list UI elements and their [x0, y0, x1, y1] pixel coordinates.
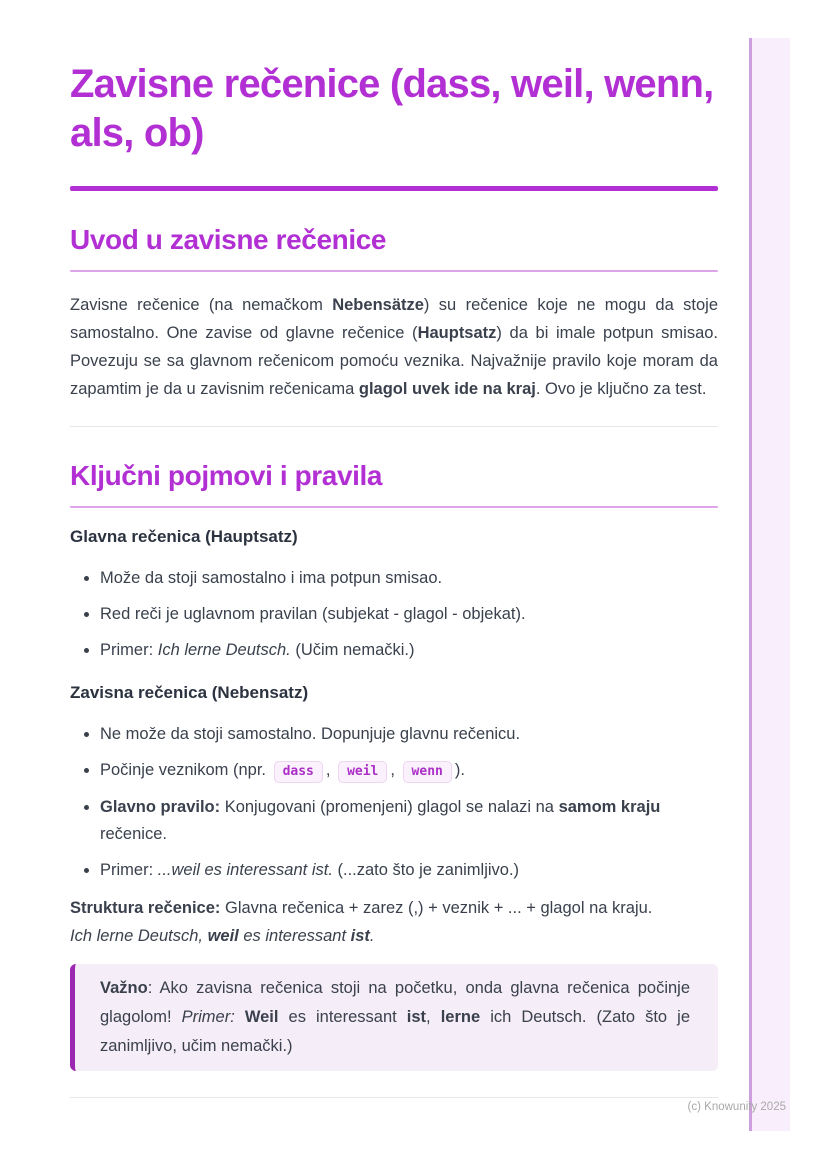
section-underline: [70, 270, 718, 272]
copyright-watermark: (c) Knowunity 2025: [687, 1101, 786, 1113]
section-heading-kljucni-pojmovi: Ključni pojmovi i pravila: [70, 459, 383, 491]
intro-paragraph: Zavisne rečenice (na nemačkom Nebensätze) su rečenice koje ne mogu da stoje samostalno. One zavise od glavne rečenice (Hauptsatz) da bi imale potpun smisao. Povezuju se sa glavnom rečenicom pomoću veznika. Najvažnije pravilo koje moram da zapamtim je da u zavisnim rečenicama glagol uvek ide na kraj. Ovo je ključno za test.: [70, 295, 719, 399]
list-item: • Ne može da stoji samostalno. Dopunjuje glavnu rečenicu.: [100, 721, 718, 748]
page-edge-highlight-bar: [749, 38, 790, 1131]
section-divider: [70, 426, 718, 427]
section-underline: [70, 506, 718, 508]
section-heading-uvod: Uvod u zavisne rečenice: [70, 223, 387, 255]
important-callout: [70, 964, 718, 1071]
list-item: • Može da stoji samostalno i ima potpun smisao.: [100, 565, 718, 592]
title-rule: [70, 186, 718, 191]
list-item: • Primer: Ich lerne Deutsch. (Učim nemački.): [100, 637, 718, 664]
list-item: • Primer: ...weil es interessant ist. (...zato što je zanimljivo.): [100, 857, 718, 884]
subheading-nebensatz: Zavisna rečenica (Nebensatz): [70, 682, 309, 702]
callout-text: Važno: Ako zavisna rečenica stoji na početku, onda glavna rečenica počinje glagolom! Primer: Weil es interessant ist, lerne ich Deutsch. (Zato što je zanimljivo, učim nemački.): [100, 978, 690, 1055]
hauptsatz-bullet-list: [70, 565, 718, 664]
nebensatz-bullet-list: [70, 721, 718, 884]
structure-rule-text: Struktura rečenice: Glavna rečenica + zarez (,) + veznik + ... + glagol na kraju.: [70, 898, 653, 917]
footer-divider: [70, 1097, 718, 1098]
structure-example-text: Ich lerne Deutsch, weil es interessant ist.: [70, 926, 375, 945]
list-item: • Počinje veznikom (npr. dass , weil , wenn ).: [100, 757, 718, 785]
list-item: • Red reči je uglavnom pravilan (subjekat - glagol - objekat).: [100, 601, 718, 628]
list-item: • Glavno pravilo: Konjugovani (promenjeni) glagol se nalazi na samom kraju rečenice.: [100, 794, 718, 848]
document-content: [70, 0, 718, 1098]
page-title: Zavisne rečenice (dass, weil, wenn, als, ob): [70, 62, 714, 155]
subheading-hauptsatz: Glavna rečenica (Hauptsatz): [70, 526, 298, 546]
